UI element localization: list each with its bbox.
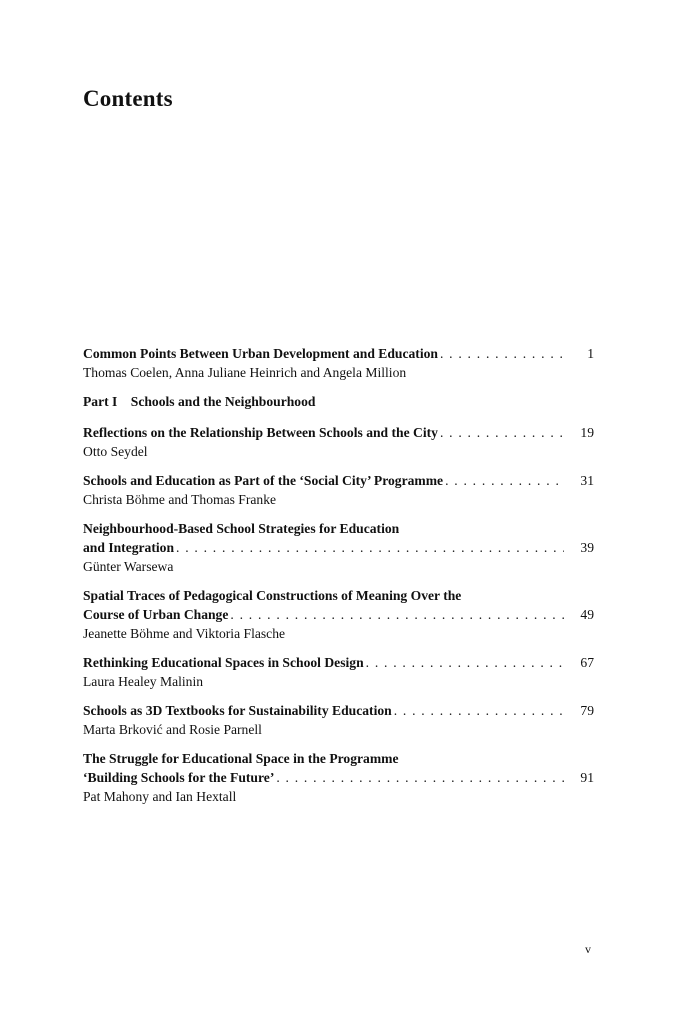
- chapter-title-line1[interactable]: Neighbourhood-Based School Strategies for Education: [83, 521, 400, 536]
- leader-dots: [440, 423, 564, 442]
- page-number: 49: [580, 607, 594, 622]
- toc-entry[interactable]: [83, 749, 594, 806]
- part-title: Schools and the Neighbourhood: [130, 394, 316, 409]
- chapter-title[interactable]: Rethinking Educational Spaces in School Design: [83, 655, 364, 670]
- chapter-authors: Jeanette Böhme and Viktoria Flasche: [83, 626, 286, 641]
- part-heading: [83, 392, 594, 411]
- chapter-title[interactable]: and Integration: [83, 540, 175, 555]
- leader-dots: [176, 538, 564, 557]
- page-title: Contents: [83, 86, 173, 111]
- toc-entry[interactable]: [83, 423, 594, 461]
- leader-dots: [445, 471, 564, 490]
- page-number: 79: [580, 703, 594, 718]
- toc-entry[interactable]: [83, 586, 594, 643]
- chapter-title[interactable]: Course of Urban Change: [83, 607, 229, 622]
- page-number: 67: [580, 655, 594, 670]
- toc-entry[interactable]: [83, 344, 594, 382]
- leader-dots: [276, 768, 564, 787]
- folio-page-number: v: [585, 942, 591, 956]
- chapter-authors: Thomas Coelen, Anna Juliane Heinrich and Angela Million: [83, 365, 407, 380]
- chapter-title[interactable]: Schools and Education as Part of the ‘Social City’ Programme: [83, 473, 444, 488]
- toc-entry[interactable]: [83, 471, 594, 509]
- chapter-title-line1[interactable]: Spatial Traces of Pedagogical Constructions of Meaning Over the: [83, 588, 462, 603]
- page-number: 39: [580, 540, 594, 555]
- table-of-contents: [83, 344, 594, 816]
- chapter-authors: Pat Mahony and Ian Hextall: [83, 789, 237, 804]
- chapter-title[interactable]: Schools as 3D Textbooks for Sustainability Education: [83, 703, 392, 718]
- leader-dots: [366, 653, 564, 672]
- chapter-title[interactable]: Common Points Between Urban Development and Education: [83, 346, 438, 361]
- chapter-title[interactable]: Reflections on the Relationship Between Schools and the City: [83, 425, 438, 440]
- leader-dots: [230, 605, 564, 624]
- page-number: 19: [580, 425, 594, 440]
- page-number: 31: [580, 473, 594, 488]
- chapter-title-line1[interactable]: The Struggle for Educational Space in the Programme: [83, 751, 399, 766]
- page-number: 1: [587, 346, 594, 361]
- toc-entry[interactable]: [83, 701, 594, 739]
- page-number: 91: [580, 770, 594, 785]
- chapter-authors: Otto Seydel: [83, 444, 148, 459]
- toc-entry[interactable]: [83, 653, 594, 691]
- chapter-authors: Laura Healey Malinin: [83, 674, 204, 689]
- chapter-title[interactable]: ‘Building Schools for the Future’: [83, 770, 275, 785]
- chapter-authors: Marta Brković and Rosie Parnell: [83, 722, 262, 737]
- chapter-authors: Christa Böhme and Thomas Franke: [83, 492, 277, 507]
- leader-dots: [394, 701, 564, 720]
- toc-entry[interactable]: [83, 519, 594, 576]
- chapter-authors: Günter Warsewa: [83, 559, 174, 574]
- leader-dots: [440, 344, 564, 363]
- part-label: Part I: [83, 394, 118, 409]
